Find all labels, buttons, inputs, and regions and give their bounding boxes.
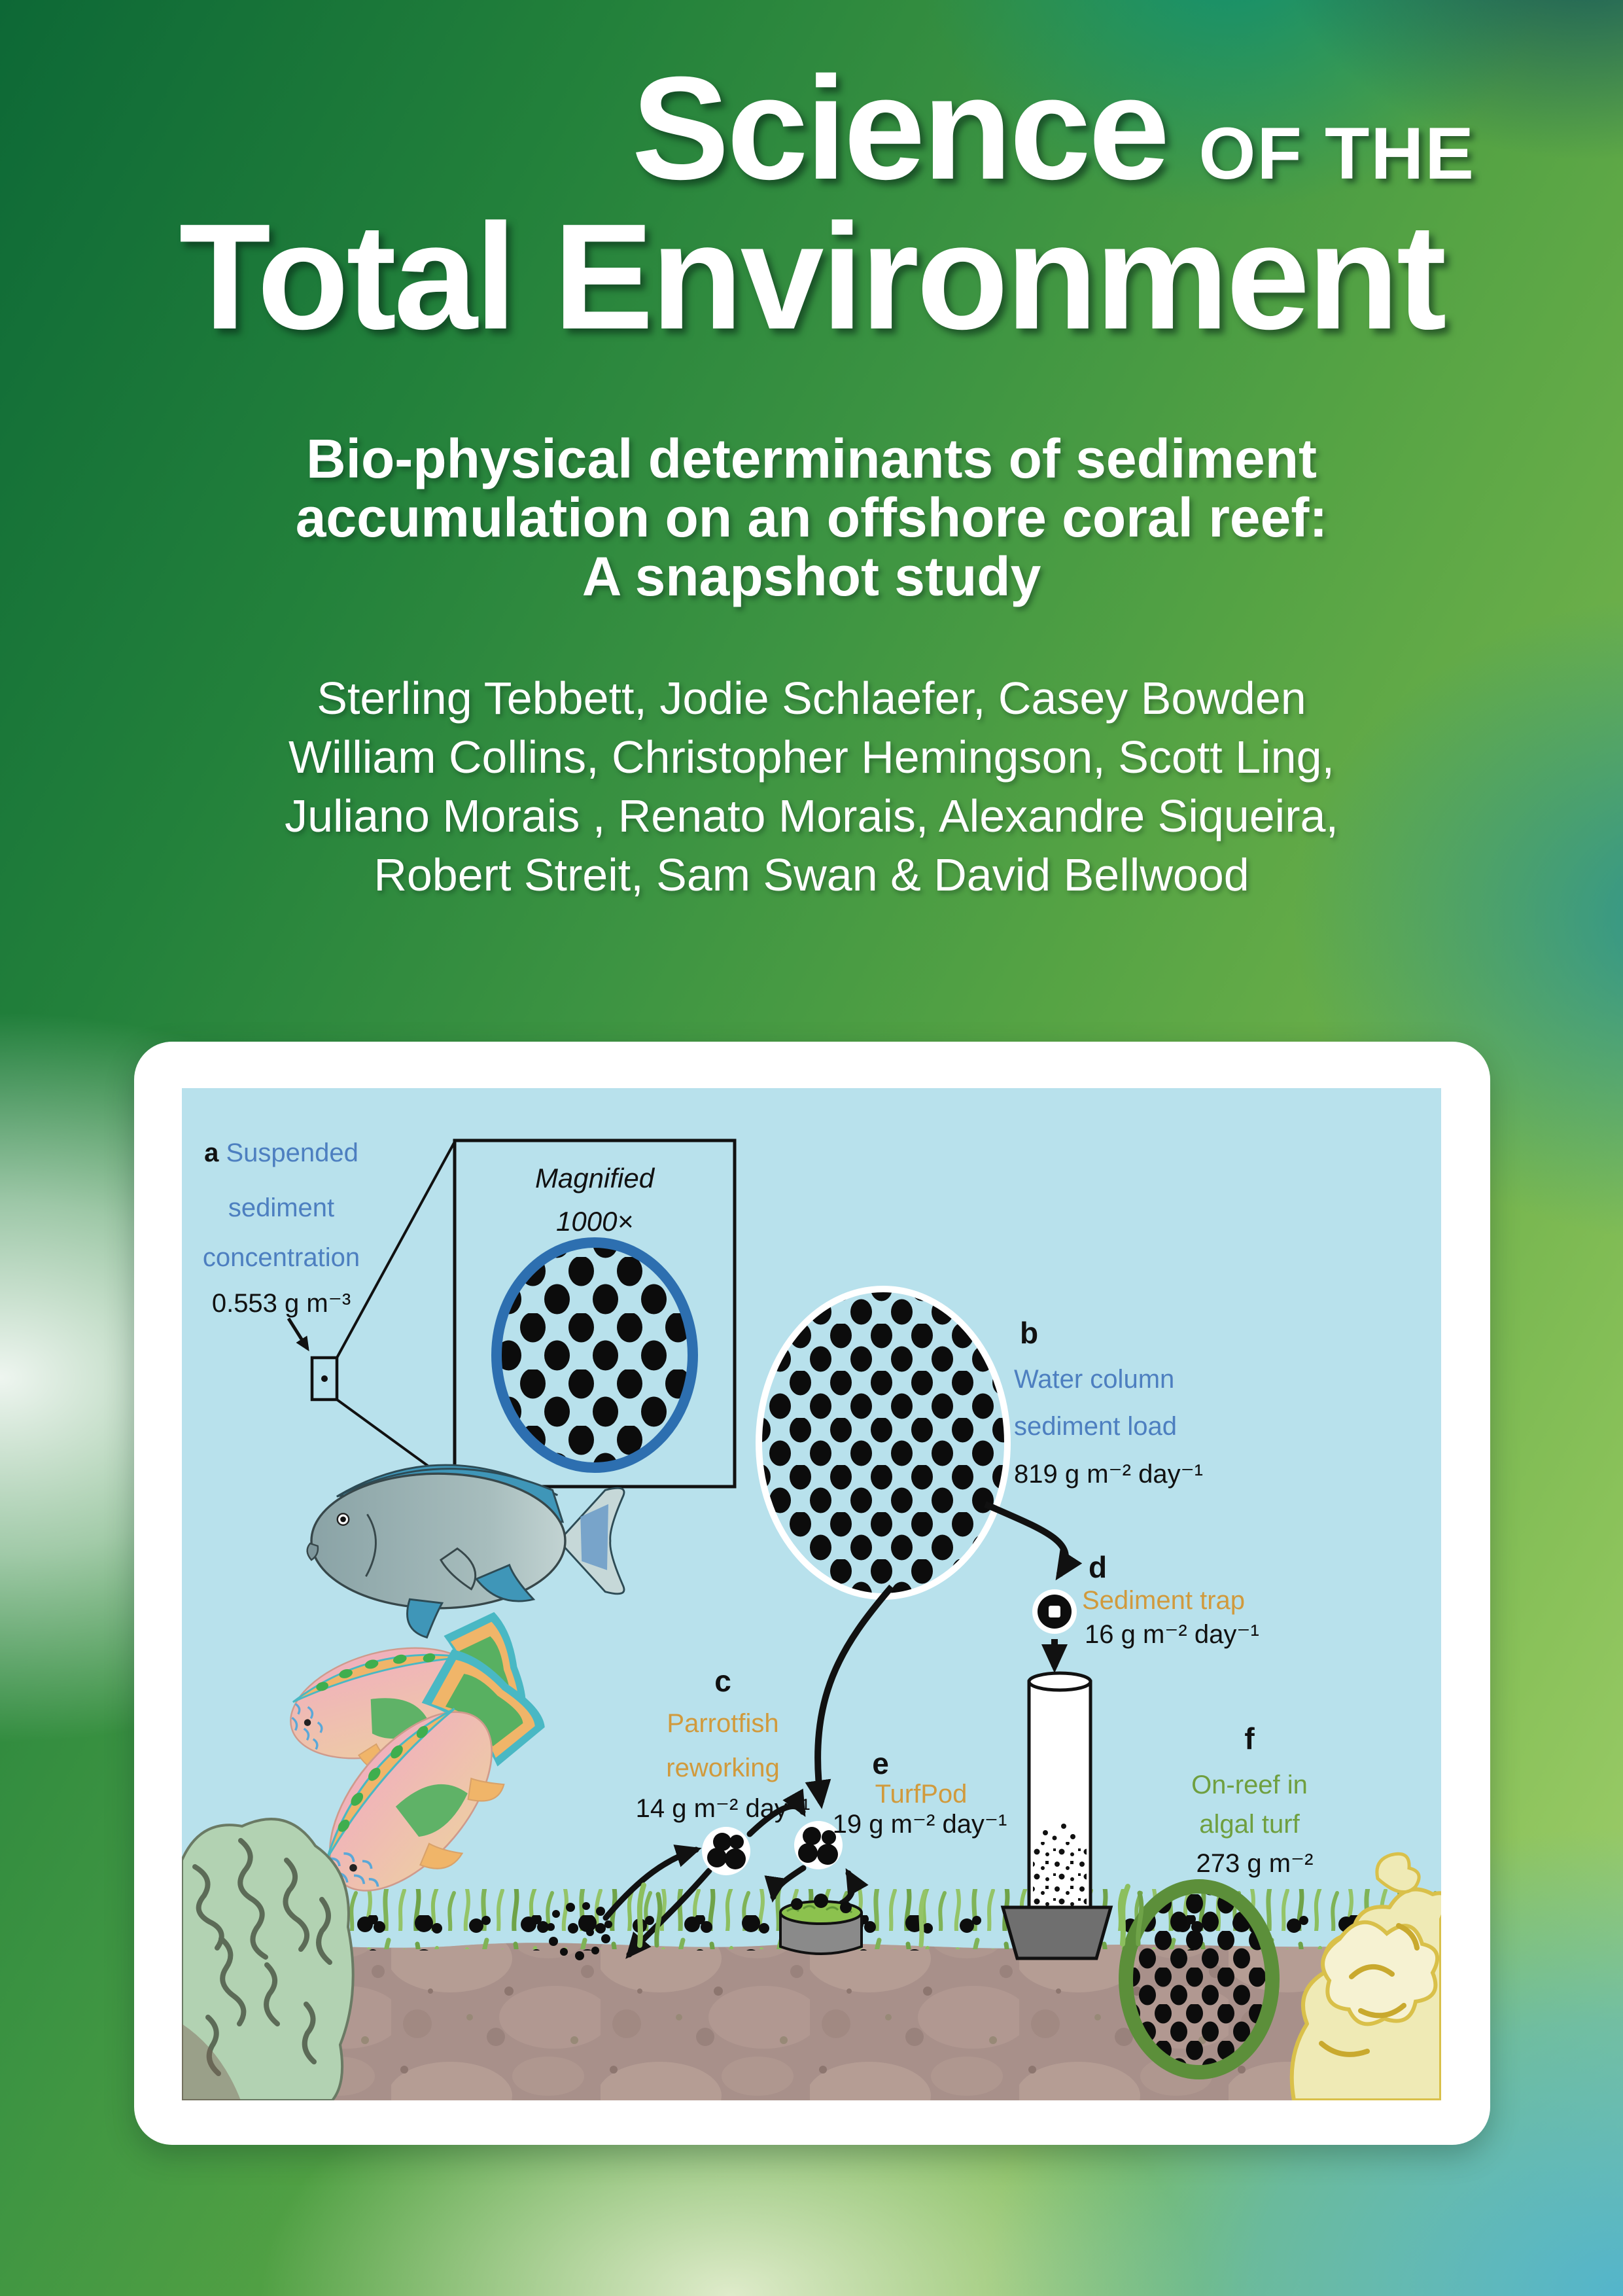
journal-title-main: Science bbox=[631, 46, 1168, 210]
sediment-trap-tube bbox=[1029, 1673, 1091, 1917]
svg-text:Parrotfish: Parrotfish bbox=[667, 1709, 779, 1738]
figure-card bbox=[134, 1042, 1490, 2145]
svg-text:a Suspended: a Suspended bbox=[204, 1139, 358, 1167]
svg-text:algal turf: algal turf bbox=[1199, 1810, 1300, 1839]
brain-coral bbox=[182, 1819, 353, 2100]
authors-line4: Robert Streit, Sam Swan & David Bellwood bbox=[374, 849, 1249, 900]
magnified-sediment-circle bbox=[497, 1243, 693, 1468]
panel-c-value: 14 g m⁻² day⁻¹ bbox=[635, 1794, 811, 1823]
journal-title-line2: Total Environment bbox=[179, 192, 1444, 361]
authors-line1: Sterling Tebbett, Jodie Schlaefer, Casey Bowden bbox=[317, 673, 1306, 724]
trap-pot bbox=[1003, 1907, 1111, 1958]
svg-text:Sediment trap: Sediment trap bbox=[1082, 1586, 1246, 1615]
magnified-inset bbox=[455, 1140, 735, 1487]
article-title-line1: Bio-physical determinants of sediment bbox=[306, 428, 1317, 489]
panel-c-letter: c bbox=[714, 1664, 731, 1698]
panel-f-letter: f bbox=[1244, 1722, 1255, 1756]
magnified-scale: 1000× bbox=[556, 1206, 633, 1237]
sediment-particle-icon-c bbox=[702, 1827, 750, 1875]
svg-text:concentration: concentration bbox=[202, 1243, 360, 1272]
panel-e-letter: e bbox=[872, 1746, 889, 1780]
water-column-sediment-circle bbox=[759, 1289, 1007, 1597]
panel-a-value: 0.553 g m⁻³ bbox=[211, 1289, 351, 1318]
panel-b-value: 819 g m⁻² day⁻¹ bbox=[1014, 1460, 1204, 1489]
panel-b-letter: b bbox=[1020, 1316, 1039, 1350]
sediment-trap-icon bbox=[1032, 1589, 1077, 1634]
article-title-line3: A snapshot study bbox=[582, 546, 1041, 607]
svg-text:sediment: sediment bbox=[228, 1193, 335, 1222]
figure-panel bbox=[182, 1088, 1441, 2100]
svg-text:Water column: Water column bbox=[1014, 1365, 1175, 1394]
author-list bbox=[0, 669, 1623, 904]
svg-text:On-reef in: On-reef in bbox=[1191, 1771, 1308, 1799]
svg-text:sediment load: sediment load bbox=[1014, 1412, 1178, 1441]
on-reef-sediment-circle bbox=[1126, 1886, 1272, 2072]
svg-text:reworking: reworking bbox=[666, 1754, 780, 1782]
journal-masthead bbox=[0, 46, 1475, 210]
authors-line2: William Collins, Christopher Hemingson, Scott Ling, bbox=[288, 732, 1335, 783]
journal-title-ofthe: OF THE bbox=[1198, 113, 1475, 194]
turfpod bbox=[780, 1894, 862, 1954]
panel-d-value: 16 g m⁻² day⁻¹ bbox=[1085, 1620, 1259, 1649]
reef-sediment-diagram bbox=[182, 1088, 1441, 2100]
panel-a-letter: a bbox=[204, 1139, 219, 1167]
svg-text:TurfPod: TurfPod bbox=[875, 1780, 968, 1809]
panel-e-value: 19 g m⁻² day⁻¹ bbox=[832, 1810, 1007, 1839]
panel-f-value: 273 g m⁻² bbox=[1196, 1849, 1314, 1878]
article-title-line2: accumulation on an offshore coral reef: bbox=[295, 487, 1328, 548]
magnified-label: Magnified bbox=[534, 1163, 655, 1193]
panel-d-letter: d bbox=[1089, 1550, 1108, 1584]
article-title bbox=[0, 429, 1623, 606]
authors-line3: Juliano Morais , Renato Morais, Alexandre Siqueira, bbox=[285, 790, 1338, 841]
